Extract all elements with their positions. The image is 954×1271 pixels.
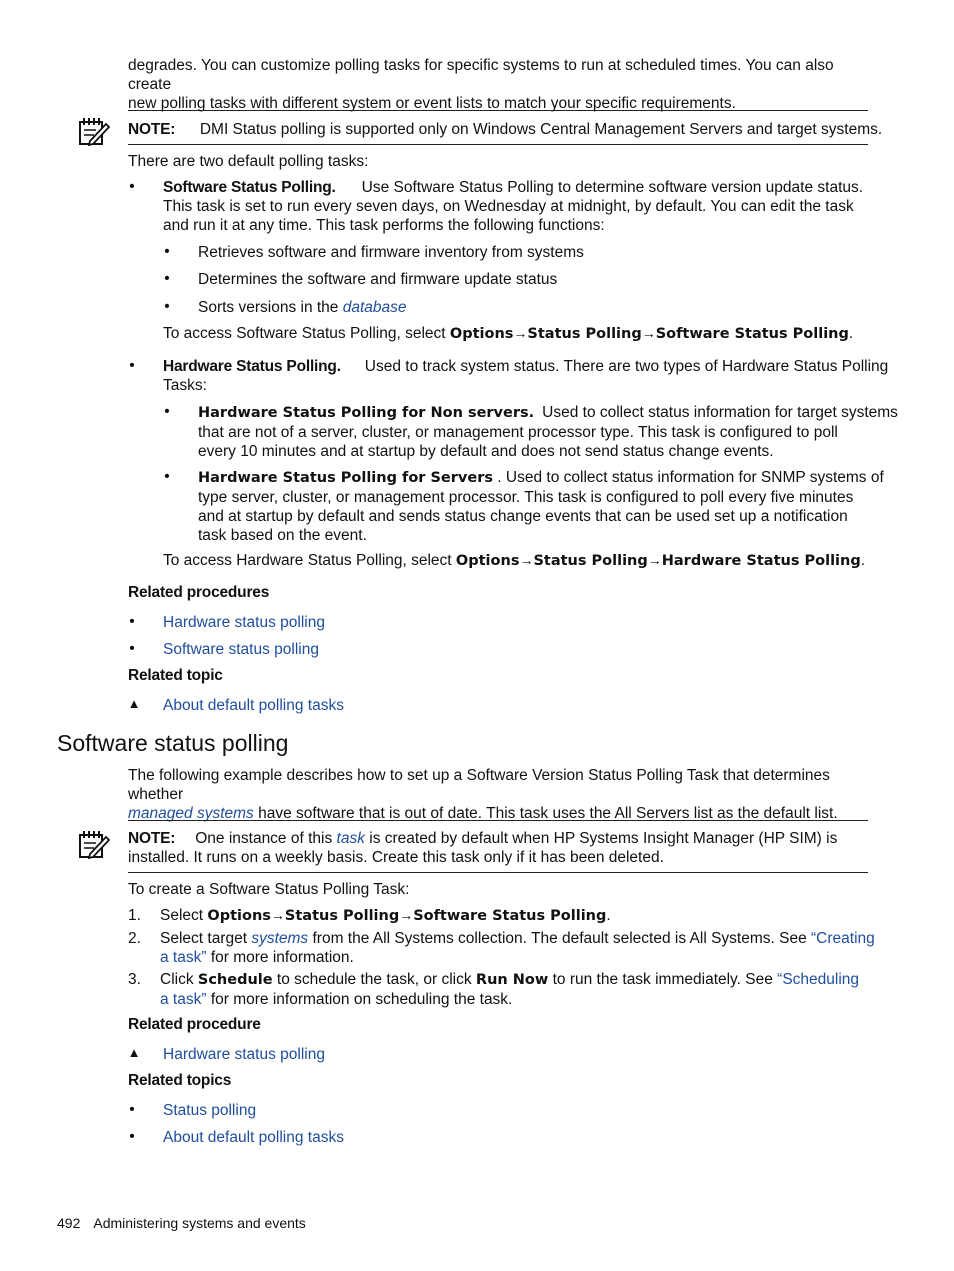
hw-polling-line-1: Used to track system status. There are two types of Hardware Status Polling bbox=[364, 358, 889, 375]
sw-polling-line-2: This task is set to run every seven days, on Wednesday at midnight, by default. You can edit the task bbox=[163, 198, 854, 215]
related-procedures-heading: Related procedures bbox=[128, 584, 270, 601]
sw-polling-line-1: Use Software Status Polling to determine software version update status. bbox=[361, 179, 864, 196]
hw-nonservers-line-3: every 10 minutes and at startup by default and does not send status change events. bbox=[198, 443, 774, 460]
defaults-intro: There are two default polling tasks: bbox=[128, 153, 369, 170]
sw-function-item bbox=[198, 298, 858, 317]
task-link[interactable]: task bbox=[336, 830, 365, 847]
menu-software-status-polling: Software Status Polling bbox=[413, 908, 607, 924]
related-topic-heading: Related topic bbox=[128, 667, 223, 684]
hw-nonservers-item bbox=[198, 403, 898, 461]
section-intro-line-1: The following example describes how to set up a Software Version Status Polling Task that determines whether bbox=[128, 767, 830, 803]
status-polling-link[interactable]: Status polling bbox=[163, 1102, 257, 1119]
sw-polling-head: Software Status Polling. bbox=[163, 179, 336, 196]
bullet: • bbox=[129, 1128, 135, 1145]
hardware-status-polling-link[interactable]: Hardware status polling bbox=[163, 614, 325, 631]
step-text: for more information on scheduling the task. bbox=[206, 991, 513, 1008]
managed-systems-link[interactable]: managed systems bbox=[128, 805, 254, 822]
step-3 bbox=[160, 970, 868, 1009]
related-topics-heading: Related topics bbox=[128, 1072, 232, 1089]
hw-polling-head: Hardware Status Polling. bbox=[163, 358, 341, 375]
about-default-polling-tasks-link[interactable]: About default polling tasks bbox=[163, 697, 344, 714]
related-procedure-heading: Related procedure bbox=[128, 1016, 261, 1033]
hw-nonservers-head: Hardware Status Polling for Non servers. bbox=[198, 405, 535, 421]
creating-a-task-link[interactable]: “Creating bbox=[811, 930, 875, 947]
bullet: • bbox=[129, 178, 135, 195]
hw-servers-item bbox=[198, 468, 884, 545]
hw-nonservers-line-2: that are not of a server, cluster, or management processor type. This task is configured to poll bbox=[198, 424, 838, 441]
section-intro bbox=[128, 766, 868, 823]
intro-line-1: degrades. You can customize polling tasks for specific systems to run at scheduled times. You can also create bbox=[128, 57, 834, 93]
creating-a-task-link[interactable]: a task” bbox=[160, 949, 207, 966]
triangle-bullet-icon: ▲ bbox=[127, 1045, 141, 1060]
period: . bbox=[848, 325, 854, 342]
hw-access-line bbox=[163, 551, 868, 571]
note-text: is created by default when HP Systems Insight Manager (HP SIM) is bbox=[364, 830, 838, 847]
sw-polling-item bbox=[163, 178, 868, 235]
note-text: One instance of this bbox=[195, 830, 337, 847]
menu-status-polling: Status Polling bbox=[284, 908, 400, 924]
sw-function-item: Retrieves software and firmware inventory from systems bbox=[198, 244, 584, 261]
section-title: Software status polling bbox=[57, 730, 289, 756]
step-text: Select target bbox=[160, 930, 252, 947]
section-intro-line-2: have software that is out of date. This task uses the All Servers list as the default list. bbox=[253, 805, 838, 822]
note-pencil-icon bbox=[78, 829, 110, 859]
bullet: • bbox=[129, 640, 135, 657]
systems-link[interactable]: systems bbox=[251, 930, 309, 947]
hw-servers-head: Hardware Status Polling for Servers bbox=[198, 470, 493, 486]
hw-access-text: To access Hardware Status Polling, select bbox=[163, 552, 456, 569]
hw-polling-item bbox=[163, 357, 889, 395]
step-text: Click bbox=[160, 971, 198, 988]
schedule-label: Schedule bbox=[197, 972, 273, 988]
step-number: 2. bbox=[128, 930, 141, 947]
run-now-label: Run Now bbox=[475, 972, 549, 988]
sw-function-item: Determines the software and firmware update status bbox=[198, 271, 558, 288]
bullet: • bbox=[129, 1101, 135, 1118]
scheduling-a-task-link[interactable]: a task” bbox=[160, 991, 207, 1008]
note-text-line-2: installed. It runs on a weekly basis. Create this task only if it has been deleted. bbox=[128, 849, 664, 866]
step-text: to run the task immediately. See bbox=[548, 971, 778, 988]
scheduling-a-task-link[interactable]: “Scheduling bbox=[777, 971, 860, 988]
step-text: from the All Systems collection. The default selected is All Systems. See bbox=[308, 930, 811, 947]
intro-line-2: new polling tasks with different system or event lists to match your specific requirements. bbox=[128, 95, 736, 112]
period: . bbox=[860, 552, 866, 569]
database-link[interactable]: database bbox=[342, 299, 407, 316]
menu-arrow: → bbox=[399, 907, 414, 923]
menu-software-status-polling: Software Status Polling bbox=[655, 326, 849, 342]
bullet: • bbox=[164, 468, 170, 485]
software-status-polling-link[interactable]: Software status polling bbox=[163, 641, 319, 658]
menu-arrow: → bbox=[513, 325, 528, 341]
step-2 bbox=[160, 929, 875, 967]
menu-options: Options bbox=[207, 908, 271, 924]
bullet: • bbox=[164, 298, 170, 315]
note-text: DMI Status polling is supported only on Windows Central Management Servers and target systems. bbox=[199, 121, 883, 138]
step-text: to schedule the task, or click bbox=[272, 971, 476, 988]
menu-arrow: → bbox=[270, 907, 285, 923]
note-pencil-icon bbox=[78, 116, 110, 146]
page-number: 492 bbox=[57, 1215, 81, 1231]
sw-polling-line-3: and run it at any time. This task performs the following functions: bbox=[163, 217, 605, 234]
menu-status-polling: Status Polling bbox=[527, 326, 642, 342]
bullet: • bbox=[129, 357, 135, 374]
period: . bbox=[606, 907, 611, 924]
note-label: NOTE: bbox=[128, 830, 176, 847]
bullet: • bbox=[129, 613, 135, 630]
bullet: • bbox=[164, 403, 170, 420]
menu-options: Options bbox=[449, 326, 514, 342]
step-1 bbox=[160, 906, 868, 926]
step-number: 3. bbox=[128, 971, 141, 988]
note-box-1 bbox=[128, 110, 883, 145]
hw-nonservers-line-1: Used to collect status information for target systems bbox=[542, 404, 898, 421]
sw-access-text: To access Software Status Polling, select bbox=[163, 325, 450, 342]
menu-hardware-status-polling: Hardware Status Polling bbox=[661, 553, 861, 569]
menu-arrow: → bbox=[519, 552, 534, 568]
hw-servers-line-3: and at startup by default and sends status change events that can be used set up a notification bbox=[198, 508, 848, 525]
menu-status-polling: Status Polling bbox=[533, 553, 648, 569]
footer-title: Administering systems and events bbox=[93, 1215, 306, 1231]
hw-servers-line-4: task based on the event. bbox=[198, 527, 367, 544]
about-default-polling-tasks-link[interactable]: About default polling tasks bbox=[163, 1129, 344, 1146]
sw-access-line bbox=[163, 324, 868, 344]
step-number: 1. bbox=[128, 907, 141, 924]
step-text: Select bbox=[160, 907, 208, 924]
step-text: for more information. bbox=[206, 949, 354, 966]
menu-options: Options bbox=[455, 553, 520, 569]
hw-servers-line-1: . Used to collect status information for SNMP systems of bbox=[497, 469, 884, 486]
bullet: • bbox=[164, 243, 170, 260]
hw-polling-line-2: Tasks: bbox=[163, 377, 207, 394]
bullet: • bbox=[164, 270, 170, 287]
intro-paragraph bbox=[128, 56, 868, 113]
menu-arrow: → bbox=[647, 552, 662, 568]
hardware-status-polling-link[interactable]: Hardware status polling bbox=[163, 1046, 325, 1063]
steps-intro: To create a Software Status Polling Task: bbox=[128, 881, 410, 898]
triangle-bullet-icon: ▲ bbox=[127, 696, 141, 711]
hw-servers-line-2: type server, cluster, or management processor. This task is configured to poll every five minutes bbox=[198, 489, 854, 506]
menu-arrow: → bbox=[641, 325, 656, 341]
note-box-2 bbox=[128, 820, 868, 873]
page-footer bbox=[57, 1215, 306, 1231]
sw-function-text: Sorts versions in the bbox=[198, 299, 339, 316]
note-label: NOTE: bbox=[128, 121, 176, 138]
